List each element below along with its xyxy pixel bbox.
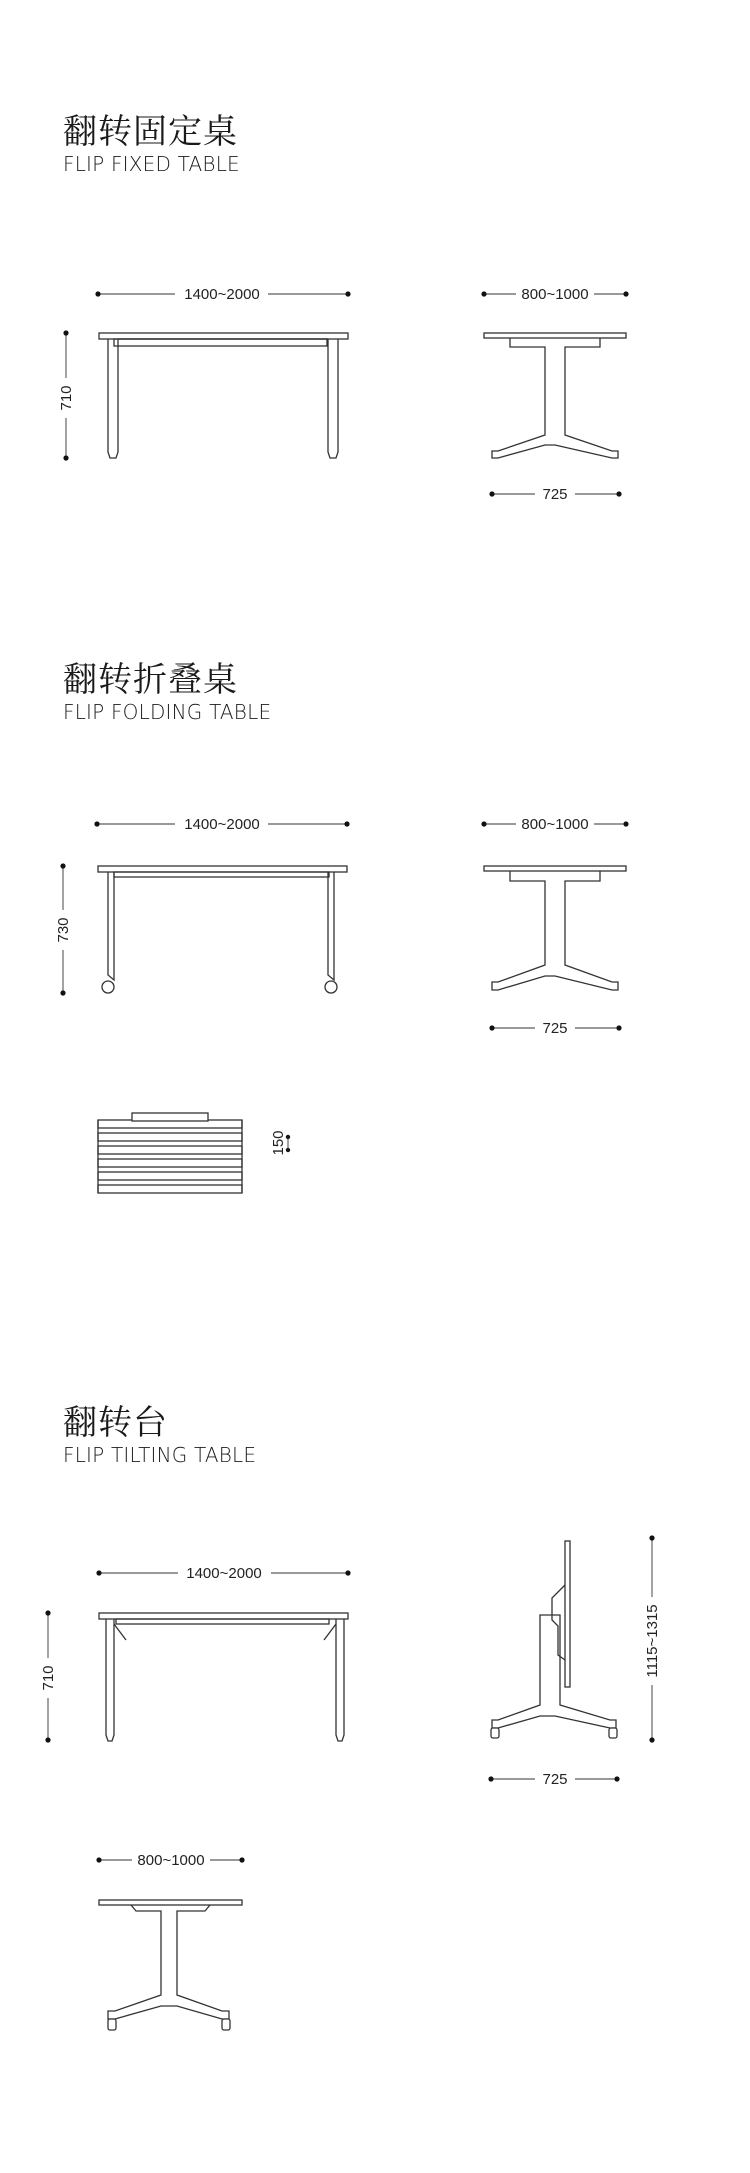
tilting-tabletop xyxy=(99,1613,348,1619)
tilting-apron xyxy=(116,1619,329,1624)
folding-width-label: 1400~2000 xyxy=(184,816,260,833)
tilting-front-view xyxy=(40,1565,351,1743)
fixed-height-dimension xyxy=(58,330,75,460)
folding-width-dimension xyxy=(94,816,349,833)
folding-caster-right xyxy=(325,981,337,993)
tilting-end-pedestal xyxy=(108,1905,229,2019)
folding-leg-left xyxy=(108,872,114,980)
tilting-base-label: 725 xyxy=(542,1771,568,1788)
tilting-end-view xyxy=(96,1852,244,2030)
tilting-tilt-height-label: 1115~1315 xyxy=(644,1604,661,1678)
fixed-height-label: 710 xyxy=(58,385,75,411)
stacked-table-4 xyxy=(98,1159,242,1167)
folding-caster-left xyxy=(102,981,114,993)
folding-side-top xyxy=(484,866,626,871)
title-en-tilting: FLIP TILTING TABLE xyxy=(63,1443,257,1467)
fixed-side-top xyxy=(484,333,626,338)
folding-stacked-view xyxy=(98,1113,290,1193)
tilting-end-top xyxy=(99,1900,242,1905)
fixed-base-label: 725 xyxy=(542,486,568,503)
stacked-table-5 xyxy=(98,1172,242,1180)
fixed-leg-right xyxy=(328,339,338,458)
fixed-width-dimension xyxy=(95,286,350,303)
title-cn-folding: 翻转折叠桌 xyxy=(63,660,238,700)
folding-depth-label: 800~1000 xyxy=(521,816,589,833)
fixed-leg-left xyxy=(108,339,118,458)
folding-leg-right xyxy=(328,872,334,980)
tilting-leg-right xyxy=(336,1619,344,1741)
fixed-tabletop xyxy=(99,333,348,339)
title-cn-fixed: 翻转固定桌 xyxy=(63,112,238,152)
tilting-pedestal-base xyxy=(492,1615,616,1728)
tilting-caster-right xyxy=(609,1728,617,1738)
tilting-base-dimension xyxy=(488,1771,619,1788)
folding-pedestal-base xyxy=(492,871,618,990)
tilting-end-caster-left xyxy=(108,2019,116,2030)
fixed-apron xyxy=(114,339,327,346)
tilting-hinge xyxy=(552,1585,565,1660)
stacked-table-3 xyxy=(98,1146,242,1154)
tilting-depth-label: 800~1000 xyxy=(137,1852,205,1869)
tilting-height-label: 710 xyxy=(40,1665,57,1691)
folding-stack-label: 150 xyxy=(270,1130,287,1156)
fixed-depth-label: 800~1000 xyxy=(521,286,589,303)
fixed-side-view xyxy=(481,286,628,503)
tilting-tilt-height-dimension xyxy=(644,1535,661,1742)
tilting-end-caster-right xyxy=(222,2019,230,2030)
stacked-top-leg xyxy=(132,1113,208,1121)
fixed-front-view xyxy=(58,286,351,461)
tilting-width-label: 1400~2000 xyxy=(186,1565,262,1582)
folding-apron xyxy=(114,872,329,877)
tilting-leg-left xyxy=(106,1619,114,1741)
fixed-pedestal-base xyxy=(492,338,618,458)
folding-depth-dimension xyxy=(481,816,628,833)
tilting-flipped-top xyxy=(565,1541,570,1687)
folding-base-dimension xyxy=(489,1020,621,1037)
stacked-table-2 xyxy=(98,1133,242,1141)
folding-stack-dimension xyxy=(270,1130,290,1155)
folding-front-view xyxy=(55,816,350,996)
tilting-height-dimension xyxy=(40,1610,57,1742)
fixed-depth-dimension xyxy=(481,286,628,303)
stacked-table-6 xyxy=(98,1185,242,1193)
folding-tabletop xyxy=(98,866,347,872)
tilting-side-view xyxy=(488,1535,661,1788)
folding-side-view xyxy=(481,816,628,1037)
title-cn-tilting: 翻转台 xyxy=(63,1403,168,1443)
fixed-base-dimension xyxy=(489,486,621,503)
tilting-width-dimension xyxy=(96,1565,350,1582)
folding-height-dimension xyxy=(55,863,72,995)
tilting-caster-left xyxy=(491,1728,499,1738)
title-en-fixed: FLIP FIXED TABLE xyxy=(63,152,240,176)
folding-base-label: 725 xyxy=(542,1020,568,1037)
folding-height-label: 730 xyxy=(55,917,72,943)
fixed-width-label: 1400~2000 xyxy=(184,286,260,303)
title-en-folding: FLIP FOLDING TABLE xyxy=(63,700,272,724)
tilting-depth-dimension xyxy=(96,1852,244,1869)
